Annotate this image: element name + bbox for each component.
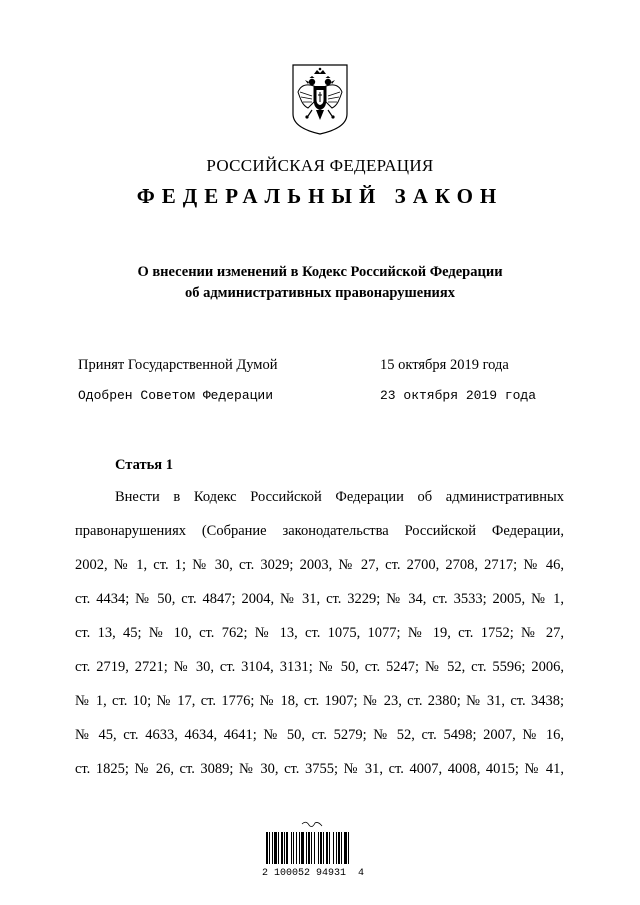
council-label: Одобрен Советом Федерации (78, 388, 274, 403)
council-date: 23 октября 2019 года (380, 388, 537, 403)
barcode (262, 820, 380, 882)
duma-date: 15 октября 2019 года (380, 357, 509, 373)
body-line: Внести в Кодекс Российской Федерации об административных (115, 489, 564, 505)
law-title-line: О внесении изменений в Кодекс Российской Федерации (137, 264, 503, 280)
law-title-line: об административных правонарушениях (184, 285, 456, 301)
body-line: ст. 13, 45; № 10, ст. 762; № 13, ст. 1075, 1077; № 19, ст. 1752; № 27, (75, 625, 564, 641)
body-line: № 45, ст. 4633, 4634, 4641; № 50, ст. 5279; № 52, ст. 5498; 2007, № 16, (75, 727, 564, 743)
body-line: 2002, № 1, ст. 1; № 30, ст. 3029; 2003, № 27, ст. 2700, 2708, 2717; № 46, (75, 557, 564, 573)
law-title (0, 262, 640, 304)
law-type-heading: ФЕДЕРАЛЬНЫЙ ЗАКОН (136, 184, 504, 208)
body-line: правонарушениях (Собрание законодательства Российской Федерации, (75, 523, 564, 539)
duma-label: Принят Государственной Думой (78, 357, 278, 373)
body-line: ст. 1825; № 26, ст. 3089; № 30, ст. 3755; № 31, ст. 4007, 4008, 4015; № 41, (75, 761, 564, 777)
article-title: Статья 1 (115, 457, 173, 473)
barcode-icon (262, 820, 380, 866)
coat-of-arms-icon (290, 62, 350, 137)
article-body (75, 487, 564, 793)
body-line: № 1, ст. 10; № 17, ст. 1776; № 18, ст. 1907; № 23, ст. 2380; № 31, ст. 3438; (75, 693, 564, 709)
body-line: ст. 2719, 2721; № 30, ст. 3104, 3131; № 50, ст. 5247; № 52, ст. 5596; 2006, (75, 659, 564, 675)
country-name: РОССИЙСКАЯ ФЕДЕРАЦИЯ (206, 156, 434, 175)
body-line: ст. 4434; № 50, ст. 4847; 2004, № 31, ст. 3229; № 34, ст. 3533; 2005, № 1, (75, 591, 564, 607)
barcode-number: 2 100052 94931 4 (262, 868, 365, 879)
